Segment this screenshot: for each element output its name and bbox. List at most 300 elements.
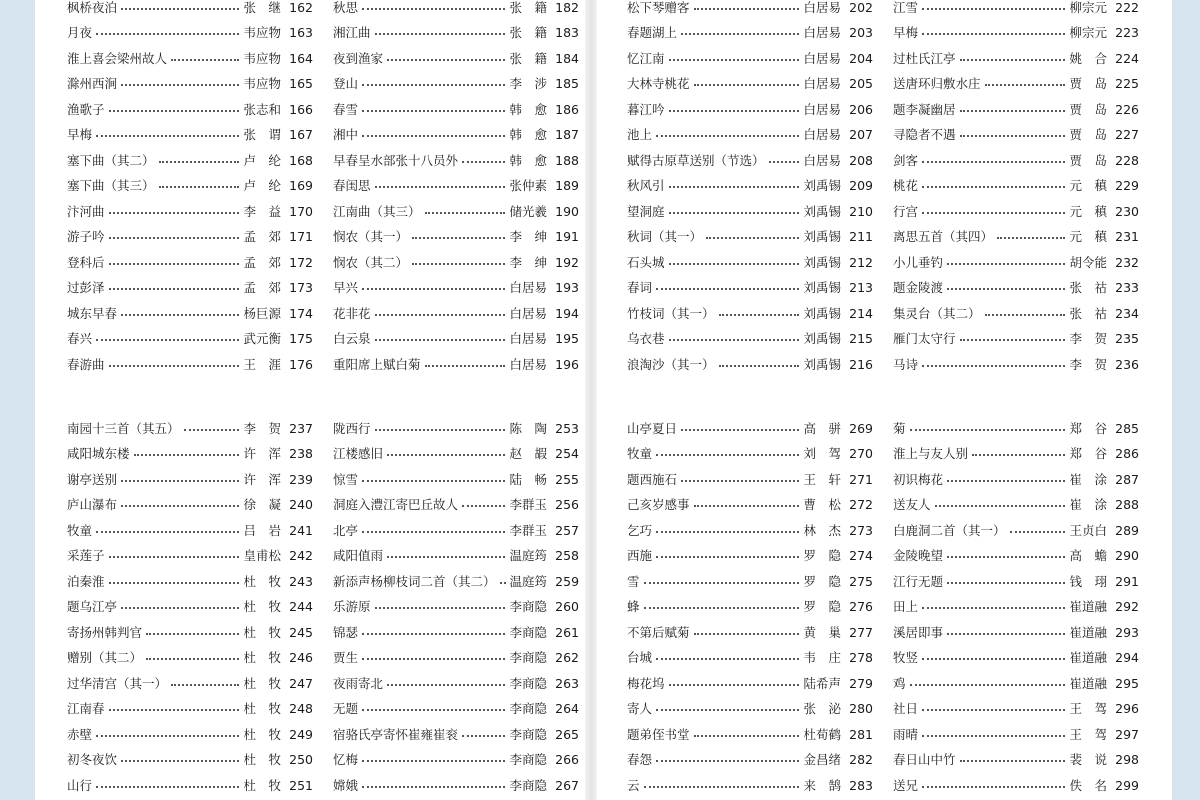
page-number: 273 [849, 522, 873, 538]
toc-entry[interactable] [627, 0, 873, 21]
poet-name: 贾 岛 [1069, 76, 1107, 91]
toc-entry[interactable] [333, 493, 579, 519]
toc-entry[interactable] [333, 199, 579, 225]
page-number: 192 [555, 254, 579, 270]
page-number: 208 [849, 152, 873, 168]
toc-entry[interactable] [893, 301, 1139, 327]
page-number: 265 [555, 726, 579, 742]
dot-leader [96, 33, 239, 35]
page-number: 299 [1115, 777, 1139, 793]
toc-entry[interactable] [893, 493, 1139, 519]
toc-entry[interactable] [627, 301, 873, 327]
page-number: 242 [289, 548, 313, 563]
poem-title: 白云泉 [333, 331, 371, 346]
dot-leader [972, 454, 1065, 456]
page-number: 276 [849, 599, 873, 614]
dot-leader [694, 84, 800, 86]
dot-leader [96, 339, 239, 341]
toc-entry[interactable] [333, 225, 579, 251]
toc-entry[interactable] [893, 148, 1139, 174]
toc-entry[interactable] [893, 72, 1139, 98]
toc-entry[interactable] [67, 250, 313, 276]
toc-entry[interactable] [627, 250, 873, 276]
page-number: 165 [289, 76, 313, 91]
toc-entry[interactable] [333, 416, 579, 442]
toc-entry[interactable] [893, 518, 1139, 544]
toc-entry[interactable] [67, 46, 313, 72]
dot-leader [121, 607, 239, 609]
dot-leader [719, 365, 800, 367]
toc-entry[interactable] [627, 72, 873, 98]
toc-entry[interactable] [67, 0, 313, 21]
poet-name: 陆 畅 [509, 471, 547, 487]
dot-leader [362, 288, 505, 290]
dot-leader [109, 263, 240, 265]
toc-entry[interactable] [333, 646, 579, 672]
dot-leader [922, 212, 1065, 214]
toc-entry[interactable] [627, 225, 873, 251]
dot-leader [500, 582, 506, 584]
poem-title: 湘中 [333, 127, 359, 142]
toc-entry[interactable] [627, 97, 873, 123]
dot-leader [121, 480, 239, 482]
poet-name: 白居易 [509, 356, 547, 372]
toc-entry[interactable] [893, 442, 1139, 468]
dot-leader [947, 288, 1065, 290]
dot-leader [375, 607, 506, 609]
dot-leader [362, 531, 505, 533]
dot-leader [656, 454, 799, 456]
poet-name: 林 杰 [803, 522, 841, 538]
dot-leader [362, 760, 505, 762]
dot-leader [947, 633, 1065, 635]
toc-entry[interactable] [333, 442, 579, 468]
poet-name: 金昌绪 [803, 752, 841, 767]
poem-title: 秋风引 [627, 178, 665, 193]
poem-title: 寄扬州韩判官 [67, 624, 143, 640]
toc-entry[interactable] [333, 327, 579, 353]
dot-leader [922, 709, 1065, 711]
page-number: 230 [1115, 203, 1139, 219]
toc-entry[interactable] [627, 467, 873, 493]
page-number: 254 [555, 446, 579, 461]
toc-entry[interactable] [67, 72, 313, 98]
dot-leader [922, 186, 1065, 188]
toc-entry[interactable] [893, 199, 1139, 225]
poem-title: 赤壁 [67, 726, 93, 742]
toc-entry[interactable] [333, 544, 579, 570]
dot-leader [121, 84, 239, 86]
dot-leader [387, 454, 505, 456]
toc-entry[interactable] [627, 442, 873, 468]
poem-title: 早春呈水部张十八员外 [333, 152, 459, 168]
toc-entry[interactable] [67, 773, 313, 799]
toc-entry[interactable] [67, 174, 313, 200]
poet-name: 杜 牧 [243, 701, 281, 716]
poet-name: 韦应物 [243, 76, 281, 91]
toc-entry[interactable] [893, 467, 1139, 493]
toc-entry[interactable] [893, 21, 1139, 47]
poem-title: 忆江南 [627, 50, 665, 66]
poet-name: 陆希声 [803, 675, 841, 691]
poem-title: 咸阳值雨 [333, 548, 384, 563]
poem-title: 北亭 [333, 522, 359, 538]
toc-entry[interactable] [67, 467, 313, 493]
poem-title: 赠别（其二） [67, 650, 143, 665]
toc-entry[interactable] [67, 21, 313, 47]
toc-entry[interactable] [627, 620, 873, 646]
poet-name: 韦 庄 [803, 650, 841, 665]
page-number: 173 [289, 280, 313, 295]
toc-entry[interactable] [893, 544, 1139, 570]
toc-entry[interactable] [67, 697, 313, 723]
toc-entry[interactable] [893, 722, 1139, 748]
toc-entry[interactable] [893, 620, 1139, 646]
toc-entry[interactable] [67, 352, 313, 378]
toc-entry[interactable] [627, 199, 873, 225]
dot-leader [935, 505, 1066, 507]
poem-title: 金陵晚望 [893, 548, 944, 563]
page-number: 185 [555, 76, 579, 91]
toc-entry[interactable] [67, 722, 313, 748]
page-number: 261 [555, 624, 579, 640]
page-number: 184 [555, 50, 579, 66]
toc-entry[interactable] [333, 0, 579, 21]
poem-title: 无题 [333, 701, 359, 716]
dot-leader [922, 658, 1065, 660]
poet-name: 武元衡 [243, 331, 281, 346]
toc-entry[interactable] [67, 493, 313, 519]
dot-leader [922, 607, 1065, 609]
poet-name: 刘禹锡 [803, 178, 841, 193]
toc-entry[interactable] [333, 46, 579, 72]
toc-entry[interactable] [67, 518, 313, 544]
toc-entry[interactable] [893, 595, 1139, 621]
dot-leader [669, 684, 800, 686]
toc-entry[interactable] [893, 569, 1139, 595]
toc-entry[interactable] [893, 123, 1139, 149]
dot-leader [362, 480, 505, 482]
poet-name: 姚 合 [1069, 50, 1107, 66]
toc-entry[interactable] [627, 697, 873, 723]
page-number: 277 [849, 624, 873, 640]
toc-entry[interactable] [893, 327, 1139, 353]
dot-leader [387, 59, 505, 61]
toc-entry[interactable] [627, 148, 873, 174]
poem-title: 嫦娥 [333, 777, 359, 793]
dot-leader [109, 212, 240, 214]
toc-entry[interactable] [893, 174, 1139, 200]
poet-name: 钱 珝 [1069, 573, 1107, 589]
poem-title: 离思五首（其四） [893, 229, 994, 244]
page-number: 294 [1115, 650, 1139, 665]
poem-title: 马诗 [893, 356, 919, 372]
page-number: 191 [555, 229, 579, 244]
poet-name: 李 涉 [509, 76, 547, 91]
toc-entry[interactable] [67, 416, 313, 442]
dot-leader [171, 684, 239, 686]
page-number: 269 [849, 420, 873, 436]
poem-title: 田上 [893, 599, 919, 614]
toc-entry[interactable] [893, 697, 1139, 723]
toc-entry[interactable] [627, 569, 873, 595]
poem-title: 初冬夜饮 [67, 752, 118, 767]
toc-entry[interactable] [67, 646, 313, 672]
dot-leader [960, 339, 1066, 341]
poem-title: 夜到渔家 [333, 50, 384, 66]
dot-leader [922, 33, 1065, 35]
toc-entry[interactable] [333, 123, 579, 149]
poet-name: 曹 松 [803, 497, 841, 512]
toc-entry[interactable] [333, 773, 579, 799]
dot-leader [706, 237, 799, 239]
dot-leader [960, 59, 1066, 61]
poet-name: 郑 谷 [1069, 446, 1107, 461]
poet-name: 崔道融 [1069, 650, 1107, 665]
dot-leader [462, 505, 505, 507]
poet-name: 白居易 [803, 50, 841, 66]
poet-name: 卢 纶 [243, 152, 281, 168]
dot-leader [694, 735, 800, 737]
toc-entry[interactable] [67, 97, 313, 123]
poet-name: 杜 牧 [243, 624, 281, 640]
toc-entry[interactable] [627, 722, 873, 748]
page-number: 203 [849, 25, 873, 40]
poet-name: 崔 涂 [1069, 497, 1107, 512]
toc-entry[interactable] [627, 174, 873, 200]
poem-title: 滁州西涧 [67, 76, 118, 91]
toc-entry[interactable] [333, 671, 579, 697]
poet-name: 裴 说 [1069, 752, 1107, 767]
dot-leader [910, 684, 1066, 686]
toc-entry[interactable] [333, 301, 579, 327]
page-number: 267 [555, 777, 579, 793]
dot-leader [96, 735, 239, 737]
poem-title: 题乌江亭 [67, 599, 118, 614]
poem-title: 秋词（其一） [627, 229, 703, 244]
poet-name: 贾 岛 [1069, 152, 1107, 168]
toc-entry[interactable] [333, 276, 579, 302]
toc-entry[interactable] [627, 544, 873, 570]
page-number: 283 [849, 777, 873, 793]
page-number: 227 [1115, 127, 1139, 142]
toc-entry[interactable] [627, 276, 873, 302]
poem-title: 重阳席上赋白菊 [333, 356, 421, 372]
toc-entry[interactable] [333, 72, 579, 98]
toc-entry[interactable] [333, 21, 579, 47]
toc-entry[interactable] [333, 467, 579, 493]
page-number: 237 [289, 420, 313, 436]
poet-name: 吕 岩 [243, 522, 281, 538]
dot-leader [960, 760, 1066, 762]
poet-name: 贾 岛 [1069, 127, 1107, 142]
page-number: 163 [289, 25, 313, 40]
toc-entry[interactable] [67, 671, 313, 697]
poem-title: 石头城 [627, 254, 665, 270]
toc-entry[interactable] [627, 595, 873, 621]
poet-name: 孟 郊 [243, 254, 281, 270]
poet-name: 刘禹锡 [803, 305, 841, 321]
toc-entry[interactable] [627, 646, 873, 672]
poem-title: 春兴 [67, 331, 93, 346]
toc-entry[interactable] [333, 595, 579, 621]
toc-entry[interactable] [333, 352, 579, 378]
poem-title: 望洞庭 [627, 203, 665, 219]
poem-title: 行宫 [893, 203, 919, 219]
dot-leader [694, 8, 800, 10]
toc-entry[interactable] [333, 722, 579, 748]
toc-entry[interactable] [67, 199, 313, 225]
toc-entry[interactable] [67, 748, 313, 774]
page-number: 229 [1115, 178, 1139, 193]
dot-leader [362, 786, 505, 788]
toc-entry[interactable] [333, 569, 579, 595]
toc-column [893, 416, 1139, 799]
toc-entry[interactable] [893, 0, 1139, 21]
toc-entry[interactable] [67, 276, 313, 302]
page-number: 224 [1115, 50, 1139, 66]
poet-name: 韩 愈 [509, 101, 547, 117]
poem-title: 松下琴赠客 [627, 0, 690, 15]
poet-name: 孟 郊 [243, 280, 281, 295]
poet-name: 杜 牧 [243, 675, 281, 691]
toc-entry[interactable] [333, 97, 579, 123]
toc-entry[interactable] [67, 620, 313, 646]
poet-name: 李 贺 [243, 420, 281, 436]
toc-entry[interactable] [627, 327, 873, 353]
poet-name: 张志和 [243, 101, 281, 117]
page-number: 288 [1115, 497, 1139, 512]
toc-entry[interactable] [893, 352, 1139, 378]
toc-entry[interactable] [893, 646, 1139, 672]
toc-entry[interactable] [67, 301, 313, 327]
page-number: 289 [1115, 522, 1139, 538]
poet-name: 卢 纶 [243, 178, 281, 193]
toc-entry[interactable] [333, 697, 579, 723]
poet-name: 温庭筠 [509, 548, 547, 563]
toc-entry[interactable] [893, 97, 1139, 123]
toc-entry[interactable] [893, 416, 1139, 442]
poem-title: 过彭泽 [67, 280, 105, 295]
poem-title: 寄人 [627, 701, 653, 716]
poem-title: 云 [627, 777, 640, 793]
toc-entry[interactable] [67, 327, 313, 353]
toc-entry[interactable] [627, 416, 873, 442]
dot-leader [694, 505, 800, 507]
dot-leader [922, 161, 1065, 163]
poet-name: 陈 陶 [509, 420, 547, 436]
poem-title: 秋思 [333, 0, 359, 15]
page-number: 259 [555, 573, 580, 589]
dot-leader [960, 135, 1066, 137]
dot-leader [425, 365, 506, 367]
poem-title: 浪淘沙（其一） [627, 356, 715, 372]
toc-entry[interactable] [893, 225, 1139, 251]
toc-entry[interactable] [627, 671, 873, 697]
toc-entry[interactable] [333, 748, 579, 774]
toc-entry[interactable] [67, 148, 313, 174]
dot-leader [121, 505, 239, 507]
page-number: 168 [289, 152, 313, 168]
toc-entry[interactable] [333, 620, 579, 646]
poet-name: 高 骈 [803, 420, 841, 436]
poet-name: 李 贺 [1069, 356, 1107, 372]
poem-title: 登山 [333, 76, 359, 91]
poem-title: 洞庭入澧江寄巴丘故人 [333, 497, 459, 512]
poet-name: 张 谓 [243, 127, 281, 142]
dot-leader [159, 161, 240, 163]
toc-entry[interactable] [67, 544, 313, 570]
dot-leader [669, 212, 800, 214]
dot-leader [121, 314, 239, 316]
toc-entry[interactable] [893, 748, 1139, 774]
page-number: 210 [849, 203, 873, 219]
toc-entry[interactable] [67, 595, 313, 621]
toc-entry[interactable] [333, 250, 579, 276]
toc-entry[interactable] [893, 773, 1139, 799]
page-number: 262 [555, 650, 579, 665]
toc-column [333, 0, 579, 378]
toc-entry[interactable] [333, 174, 579, 200]
poem-title: 台城 [627, 650, 653, 665]
toc-entry[interactable] [893, 276, 1139, 302]
toc-entry[interactable] [627, 748, 873, 774]
dot-leader [719, 314, 800, 316]
poem-title: 月夜 [67, 25, 93, 40]
toc-entry[interactable] [893, 250, 1139, 276]
dot-leader [947, 263, 1065, 265]
poet-name: 刘 驾 [803, 446, 841, 461]
toc-entry[interactable] [627, 352, 873, 378]
page-number: 247 [289, 675, 313, 691]
toc-entry[interactable] [333, 148, 579, 174]
poem-title: 寻隐者不遇 [893, 127, 956, 142]
poem-title: 花非花 [333, 305, 371, 321]
poet-name: 胡令能 [1069, 254, 1107, 270]
dot-leader [947, 480, 1065, 482]
page-number: 249 [289, 726, 313, 742]
toc-entry[interactable] [627, 493, 873, 519]
page-number: 272 [849, 497, 873, 512]
toc-entry[interactable] [333, 518, 579, 544]
poet-name: 李商隐 [509, 650, 547, 665]
poem-title: 早梅 [67, 127, 93, 142]
toc-entry[interactable] [627, 773, 873, 799]
poet-name: 刘禹锡 [803, 203, 841, 219]
page-number: 207 [849, 127, 873, 142]
page-number: 292 [1115, 599, 1139, 614]
toc-entry[interactable] [67, 442, 313, 468]
toc-entry[interactable] [67, 569, 313, 595]
page-number: 204 [849, 50, 873, 66]
toc-entry[interactable] [627, 123, 873, 149]
toc-entry[interactable] [627, 518, 873, 544]
toc-entry[interactable] [67, 225, 313, 251]
toc-entry[interactable] [627, 21, 873, 47]
toc-entry[interactable] [627, 46, 873, 72]
page-number: 296 [1115, 701, 1139, 716]
poem-title: 庐山瀑布 [67, 497, 118, 512]
page-number: 194 [555, 305, 579, 321]
page-number: 172 [289, 254, 313, 270]
toc-entry[interactable] [67, 123, 313, 149]
dot-leader [109, 709, 240, 711]
dot-leader [922, 8, 1065, 10]
page-number: 271 [849, 471, 873, 487]
toc-entry[interactable] [893, 671, 1139, 697]
dot-leader [109, 237, 240, 239]
toc-entry[interactable] [893, 46, 1139, 72]
